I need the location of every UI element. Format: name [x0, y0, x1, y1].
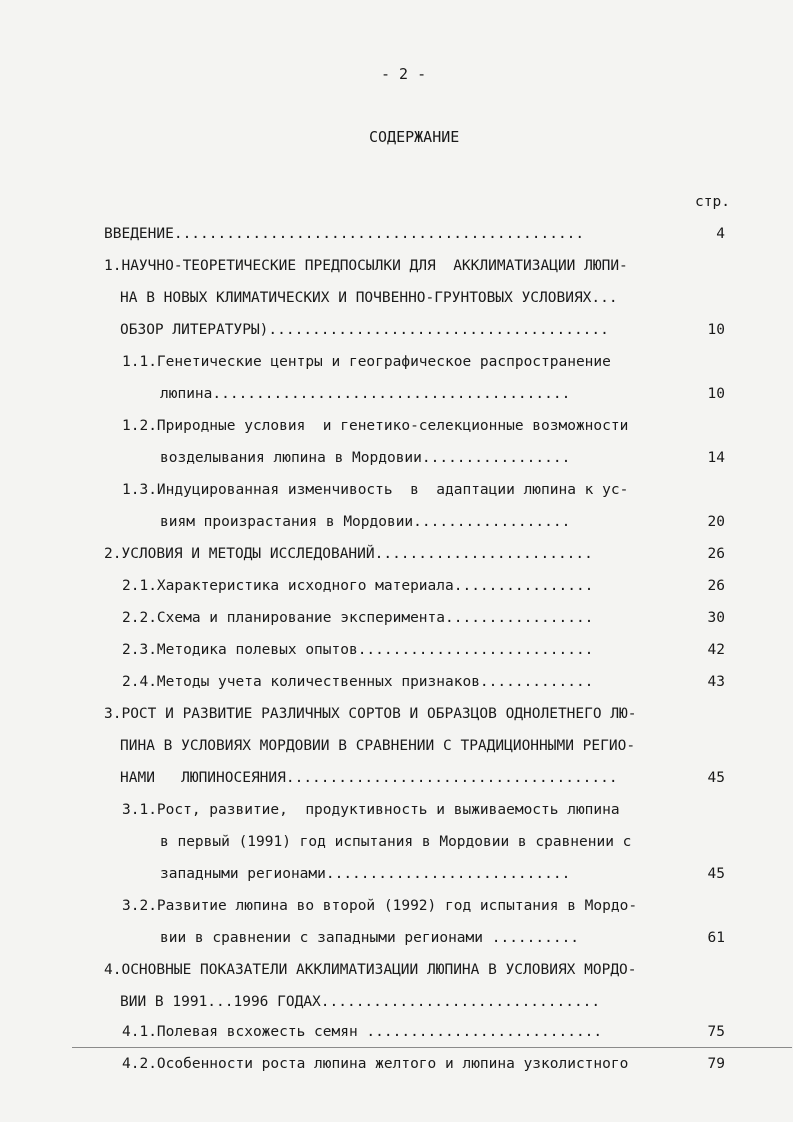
toc-page-2-4: 43 — [707, 674, 725, 690]
toc-entry-1-2-line-2: возделывания люпина в Мордовии................. — [160, 450, 571, 466]
toc-entry-2-4: 2.4.Методы учета количественных признаков............. — [122, 674, 594, 690]
toc-entry-intro: ВВЕДЕНИЕ............................................... — [104, 226, 585, 242]
page-number: - 2 - — [381, 65, 427, 83]
toc-entry-chapter-4-line-1: 4.ОСНОВНЫЕ ПОКАЗАТЕЛИ АККЛИМАТИЗАЦИИ ЛЮПИНА В УСЛОВИЯХ МОРДО- — [104, 962, 637, 978]
toc-entry-1-2-line-1: 1.2.Природные условия и генетико-селекционные возможности — [122, 418, 629, 434]
toc-entry-4-1: 4.1.Полевая всхожесть семян ........................... — [122, 1024, 603, 1040]
toc-page-4-1: 75 — [707, 1024, 725, 1040]
toc-page-2-1: 26 — [707, 578, 725, 594]
toc-entry-3-2-line-1: 3.2.Развитие люпина во второй (1992) год испытания в Мордо- — [122, 898, 638, 914]
toc-entry-chapter-1-line-1: 1.НАУЧНО-ТЕОРЕТИЧЕСКИЕ ПРЕДПОСЫЛКИ ДЛЯ АККЛИМАТИЗАЦИИ ЛЮПИ- — [104, 258, 628, 274]
toc-entry-1-1-line-2: люпина......................................... — [160, 386, 571, 402]
page-title: СОДЕРЖАНИЕ — [369, 128, 460, 146]
toc-entry-chapter-3-line-2: ПИНА В УСЛОВИЯХ МОРДОВИИ В СРАВНЕНИИ С ТРАДИЦИОННЫМИ РЕГИО- — [120, 738, 636, 754]
toc-entry-3-1-line-2: в первый (1991) год испытания в Мордовии в сравнении с — [160, 834, 632, 850]
toc-entry-1-3-line-1: 1.3.Индуцированная изменчивость в адаптации люпина к ус- — [122, 482, 629, 498]
toc-entry-3-2-line-2: вии в сравнении с западными регионами .......... — [160, 930, 580, 946]
divider-line — [72, 1047, 792, 1048]
toc-page-3-2: 61 — [707, 930, 725, 946]
toc-page-chapter-3: 45 — [707, 770, 725, 786]
toc-entry-4-2: 4.2.Особенности роста люпина желтого и люпина узколистного — [122, 1056, 629, 1072]
toc-entry-chapter-3-line-3: НАМИ ЛЮПИНОСЕЯНИЯ...................................... — [120, 770, 618, 786]
toc-page-4-2: 79 — [707, 1056, 725, 1072]
toc-page-intro: 4 — [716, 226, 725, 242]
toc-entry-chapter-3-line-1: 3.РОСТ И РАЗВИТИЕ РАЗЛИЧНЫХ СОРТОВ И ОБРАЗЦОВ ОДНОЛЕТНЕГО ЛЮ- — [104, 706, 637, 722]
toc-entry-2-3: 2.3.Методика полевых опытов........................... — [122, 642, 594, 658]
toc-entry-chapter-1-line-2: НА В НОВЫХ КЛИМАТИЧЕСКИХ И ПОЧВЕННО-ГРУНТОВЫХ УСЛОВИЯХ... — [120, 290, 618, 306]
toc-entry-1-3-line-2: виям произрастания в Мордовии.................. — [160, 514, 571, 530]
toc-page-1-3: 20 — [707, 514, 725, 530]
toc-entry-2-1: 2.1.Характеристика исходного материала................ — [122, 578, 594, 594]
toc-page-1-2: 14 — [707, 450, 725, 466]
toc-page-chapter-2: 26 — [707, 546, 725, 562]
toc-entry-2-2: 2.2.Схема и планирование эксперимента................. — [122, 610, 594, 626]
toc-entry-chapter-2: 2.УСЛОВИЯ И МЕТОДЫ ИССЛЕДОВАНИЙ......................... — [104, 546, 593, 562]
toc-page-1-1: 10 — [707, 386, 725, 402]
toc-entry-chapter-1-line-3: ОБЗОР ЛИТЕРАТУРЫ)....................................... — [120, 322, 609, 338]
toc-page-3-1: 45 — [707, 866, 725, 882]
toc-page-2-2: 30 — [707, 610, 725, 626]
toc-page-chapter-1: 10 — [707, 322, 725, 338]
toc-entry-chapter-4-line-2: ВИИ В 1991...1996 ГОДАХ................................ — [120, 994, 601, 1010]
pages-column-header: стр. — [695, 194, 730, 210]
toc-entry-1-1-line-1: 1.1.Генетические центры и географическое распространение — [122, 354, 611, 370]
toc-page-2-3: 42 — [707, 642, 725, 658]
toc-entry-3-1-line-3: западными регионами............................ — [160, 866, 571, 882]
toc-entry-3-1-line-1: 3.1.Рост, развитие, продуктивность и выживаемость люпина — [122, 802, 620, 818]
